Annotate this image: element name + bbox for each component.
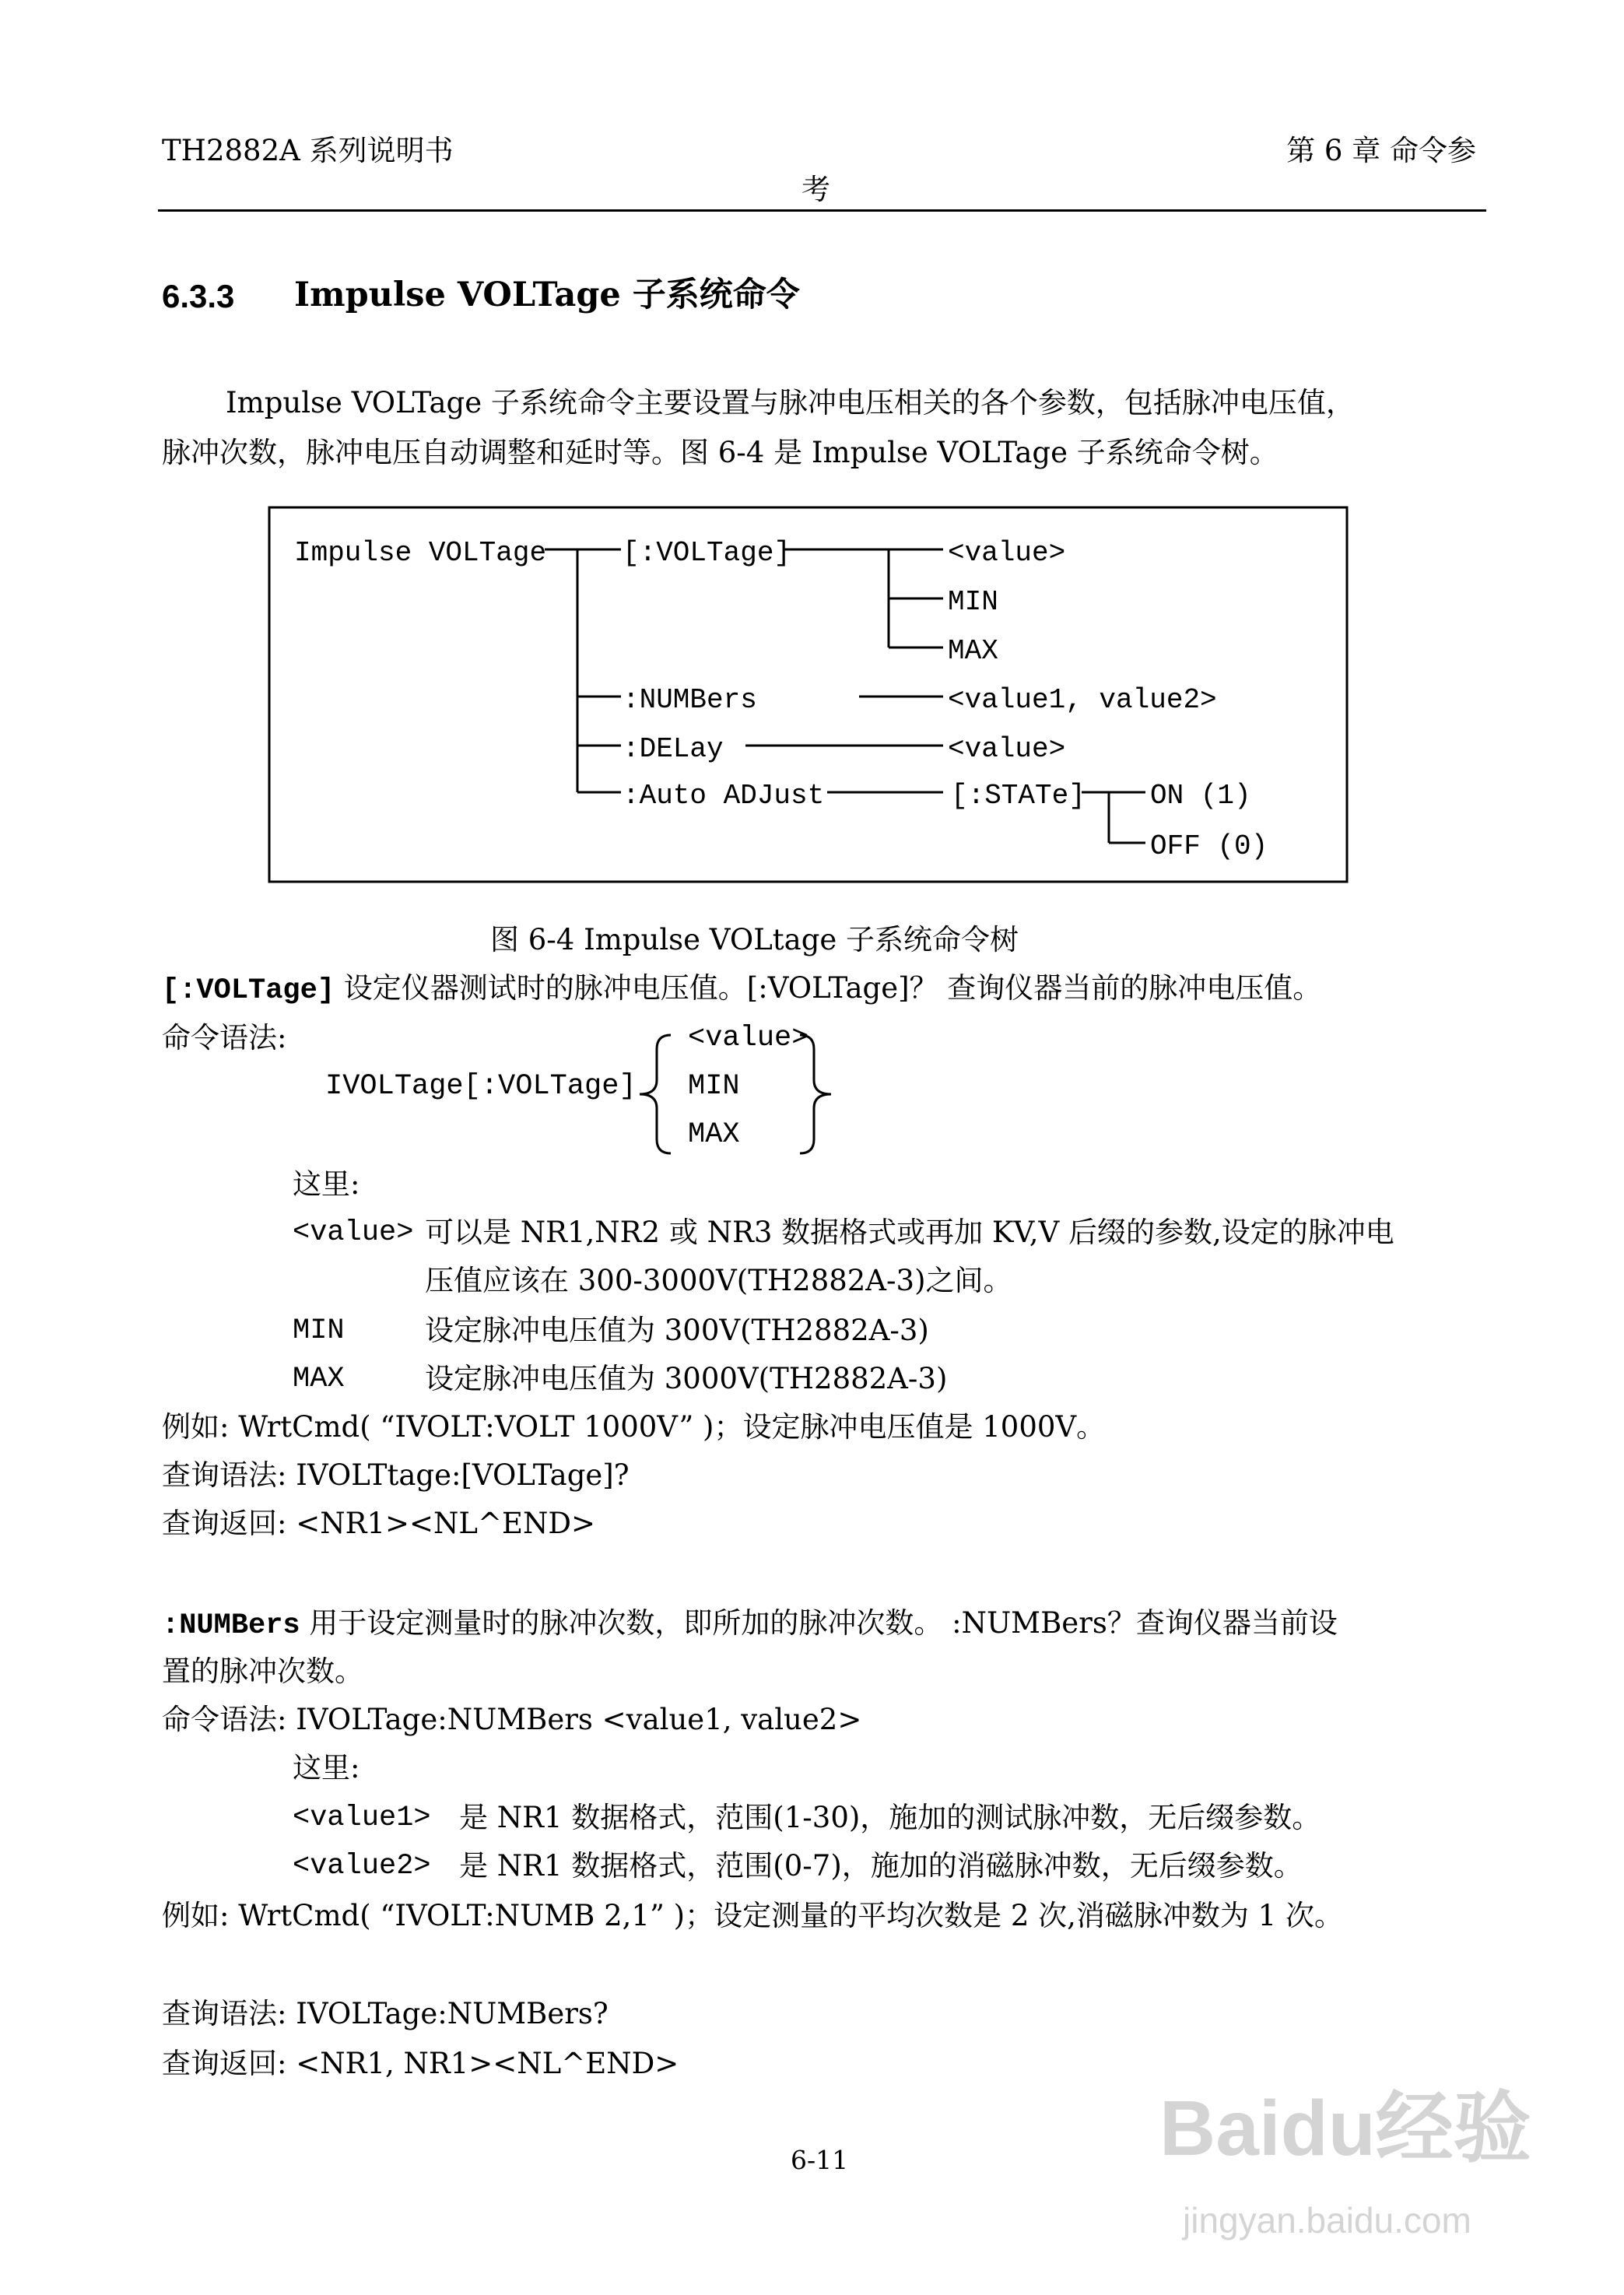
section-number: 6.3.3 bbox=[162, 278, 235, 314]
tree-voltage-max: MAX bbox=[948, 635, 998, 667]
numbers-value2-term: <value2> bbox=[293, 1850, 431, 1883]
watermark-logo: Baidu经验 bbox=[1159, 2085, 1531, 2172]
tree-voltage-min: MIN bbox=[948, 586, 998, 618]
numbers-value1-desc: 是 NR1 数据格式，范围(1-30)，施加的测试脉冲数，无后缀参数。 bbox=[459, 1801, 1321, 1834]
numbers-syntax: 命令语法: IVOLTage:NUMBers <value1, value2> bbox=[162, 1703, 862, 1736]
voltage-min-desc: 设定脉冲电压值为 300V(TH2882A-3) bbox=[425, 1314, 929, 1347]
voltage-option-min: MIN bbox=[688, 1070, 740, 1103]
voltage-option-value: <value> bbox=[688, 1022, 809, 1055]
voltage-value-desc-1: 可以是 NR1,NR2 或 NR3 数据格式或再加 KV,V 后缀的参数,设定的脉冲电 bbox=[425, 1216, 1394, 1249]
voltage-return: 查询返回: <NR1><NL^END> bbox=[162, 1507, 596, 1540]
page-number: 6-11 bbox=[791, 2145, 849, 2175]
figure-caption: 图 6-4 Impulse VOLtage 子系统命令树 bbox=[490, 923, 1019, 956]
tree-voltage-value: <value> bbox=[948, 537, 1066, 569]
voltage-max-term: MAX bbox=[293, 1363, 345, 1395]
numbers-example: 例如: WrtCmd( “IVOLT:NUMB 2,1” )；设定测量的平均次数是 2 次,消磁脉冲数为 1 次。 bbox=[162, 1899, 1343, 1932]
intro-line-1: Impulse VOLTage 子系统命令主要设置与脉冲电压相关的各个参数，包括脉冲电压值， bbox=[226, 386, 1355, 419]
voltage-value-term: <value> bbox=[293, 1216, 414, 1249]
numbers-return: 查询返回: <NR1, NR1><NL^END> bbox=[162, 2047, 679, 2080]
voltage-query: 查询语法: IVOLTtage:[VOLTage]? bbox=[162, 1458, 630, 1492]
numbers-value1-term: <value1> bbox=[293, 1802, 431, 1834]
intro-line-2: 脉冲次数，脉冲电压自动调整和延时等。图 6-4 是 Impulse VOLTage 子系统命令树。 bbox=[162, 436, 1279, 469]
voltage-syntax-cmd: IVOLTage[:VOLTage] bbox=[325, 1070, 637, 1103]
numbers-cmd-desc: 用于设定测量时的脉冲次数，即所加的脉冲次数。 :NUMBers？查询仪器当前设 bbox=[300, 1606, 1338, 1640]
voltage-cmd-desc: 设定仪器测试时的脉冲电压值。[:VOLTage]？ 查询仪器当前的脉冲电压值。 bbox=[335, 971, 1322, 1005]
voltage-max-desc: 设定脉冲电压值为 3000V(TH2882A-3) bbox=[425, 1362, 948, 1395]
watermark-url: jingyan.baidu.com bbox=[1183, 2200, 1471, 2241]
tree-numbers-value: <value1, value2> bbox=[948, 684, 1217, 716]
header-right: 第 6 章 命令参 bbox=[1286, 134, 1476, 167]
voltage-cmd-name: [:VOLTage] bbox=[162, 974, 335, 1007]
header-right-wrap: 考 bbox=[801, 173, 830, 206]
numbers-where: 这里: bbox=[293, 1751, 360, 1784]
numbers-value2-desc: 是 NR1 数据格式，范围(0-7)，施加的消磁脉冲数，无后缀参数。 bbox=[459, 1849, 1303, 1883]
numbers-cmd-desc-2: 置的脉冲次数。 bbox=[162, 1655, 363, 1688]
numbers-query: 查询语法: IVOLTage:NUMBers? bbox=[162, 1997, 609, 2030]
numbers-cmd-name: :NUMBers bbox=[162, 1609, 300, 1642]
tree-state: [:STATe] bbox=[951, 780, 1086, 812]
tree-voltage: [:VOLTage] bbox=[623, 537, 791, 569]
section-title: Impulse VOLTage 子系统命令 bbox=[294, 275, 800, 314]
tree-state-off: OFF (0) bbox=[1150, 830, 1268, 862]
voltage-syntax-label: 命令语法: bbox=[162, 1021, 287, 1055]
tree-numbers: :NUMBers bbox=[623, 684, 757, 716]
tree-state-on: ON (1) bbox=[1150, 780, 1251, 812]
voltage-where: 这里: bbox=[293, 1167, 360, 1201]
voltage-value-desc-2: 压值应该在 300-3000V(TH2882A-3)之间。 bbox=[425, 1264, 1012, 1297]
header-left: TH2882A 系列说明书 bbox=[162, 134, 454, 167]
tree-delay: :DELay bbox=[623, 733, 724, 765]
voltage-example: 例如: WrtCmd( “IVOLT:VOLT 1000V” )；设定脉冲电压值是 1000V。 bbox=[162, 1410, 1106, 1444]
voltage-option-max: MAX bbox=[688, 1118, 740, 1151]
tree-delay-value: <value> bbox=[948, 733, 1066, 765]
tree-root: Impulse VOLTage bbox=[294, 537, 547, 569]
voltage-min-term: MIN bbox=[293, 1314, 345, 1347]
tree-auto-adjust: :Auto ADJust bbox=[623, 780, 825, 812]
